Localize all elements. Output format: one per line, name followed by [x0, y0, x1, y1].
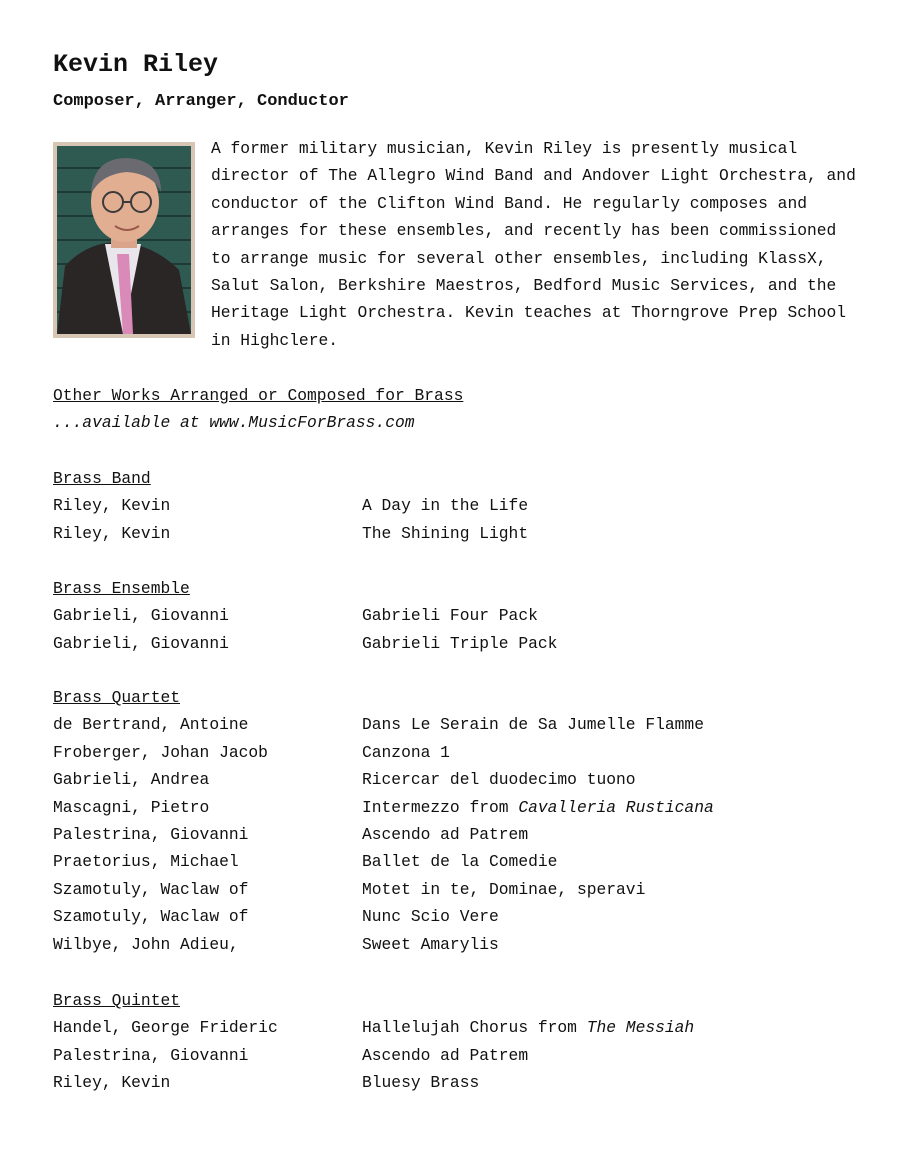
- list-item: [53, 1014, 853, 1041]
- portrait-image: [57, 146, 191, 334]
- page-subtitle: Composer, Arranger, Conductor: [53, 92, 349, 111]
- composer: Froberger, Johan Jacob: [53, 742, 268, 762]
- section-title: Brass Quartet: [53, 688, 181, 707]
- work-title: A Day in the Life: [362, 496, 529, 516]
- list-item: [53, 1069, 853, 1096]
- portrait-photo: [53, 142, 195, 338]
- section-title: Brass Quintet: [53, 991, 181, 1010]
- list-item: [53, 903, 853, 930]
- composer: Szamotuly, Waclaw of: [53, 907, 249, 927]
- composer: Riley, Kevin: [53, 523, 171, 543]
- composer: Gabrieli, Giovanni: [53, 606, 229, 626]
- work-title: Ballet de la Comedie: [362, 852, 558, 872]
- work-title: Intermezzo from Cavalleria Rusticana: [362, 797, 714, 817]
- list-item: [53, 711, 853, 738]
- work-title: The Shining Light: [362, 523, 529, 543]
- composer: Handel, George Frideric: [53, 1018, 278, 1038]
- work-title: Gabrieli Triple Pack: [362, 633, 558, 653]
- list-item: [53, 739, 853, 766]
- composer: Mascagni, Pietro: [53, 797, 210, 817]
- composer: Riley, Kevin: [53, 1073, 171, 1093]
- other-works-heading: Other Works Arranged or Composed for Brass: [53, 386, 464, 405]
- work-title: Sweet Amarylis: [362, 934, 499, 954]
- work-title-italic: Cavalleria Rusticana: [518, 797, 714, 817]
- availability-note: ...available at www.MusicForBrass.com: [53, 413, 415, 433]
- list-item: [53, 766, 853, 793]
- section-brass-quartet: [53, 684, 853, 958]
- work-title: Gabrieli Four Pack: [362, 606, 538, 626]
- work-title: Bluesy Brass: [362, 1073, 480, 1093]
- work-title: Canzona 1: [362, 742, 450, 762]
- work-title-italic: The Messiah: [586, 1018, 695, 1038]
- composer: Palestrina, Giovanni: [53, 824, 249, 844]
- section-title: Brass Band: [53, 469, 151, 488]
- composer: Riley, Kevin: [53, 496, 171, 516]
- other-works-header: [53, 382, 853, 437]
- list-item: [53, 492, 853, 519]
- composer: Gabrieli, Giovanni: [53, 633, 229, 653]
- list-item: [53, 821, 853, 848]
- list-item: [53, 876, 853, 903]
- work-title: Ricercar del duodecimo tuono: [362, 770, 636, 790]
- list-item: [53, 931, 853, 958]
- work-title: Motet in te, Dominae, speravi: [362, 879, 646, 899]
- list-item: [53, 848, 853, 875]
- composer: Szamotuly, Waclaw of: [53, 879, 249, 899]
- composer: Palestrina, Giovanni: [53, 1045, 249, 1065]
- work-title: Dans Le Serain de Sa Jumelle Flamme: [362, 715, 704, 735]
- section-title: Brass Ensemble: [53, 579, 190, 598]
- list-item: [53, 602, 853, 629]
- work-title: Nunc Scio Vere: [362, 907, 499, 927]
- section-brass-quintet: [53, 987, 853, 1097]
- section-brass-band: [53, 465, 853, 547]
- work-title: Ascendo ad Patrem: [362, 824, 529, 844]
- list-item: [53, 520, 853, 547]
- list-item: [53, 794, 853, 821]
- page-title: Kevin Riley: [53, 50, 219, 79]
- composer: Wilbye, John Adieu,: [53, 934, 239, 954]
- biography-paragraph: A former military musician, Kevin Riley is presently musical director of The Allegro Wind Band and Andover Light Orchestra, and conductor of the Clifton Wind Band. He regularly composes and arranges for these ensembles, and recently has been commissioned to arrange music for several other ensembles, including KlassX, Salut Salon, Berkshire Maestros, Bedford Music Services, and the Heritage Light Orchestra. Kevin teaches at Thorngrove Prep School in Highclere.: [211, 139, 856, 350]
- section-brass-ensemble: [53, 575, 853, 657]
- composer: Praetorius, Michael: [53, 852, 239, 872]
- composer: de Bertrand, Antoine: [53, 715, 249, 735]
- composer: Gabrieli, Andrea: [53, 770, 210, 790]
- list-item: [53, 630, 853, 657]
- work-title: Hallelujah Chorus from The Messiah: [362, 1018, 695, 1038]
- work-title: Ascendo ad Patrem: [362, 1045, 529, 1065]
- list-item: [53, 1042, 853, 1069]
